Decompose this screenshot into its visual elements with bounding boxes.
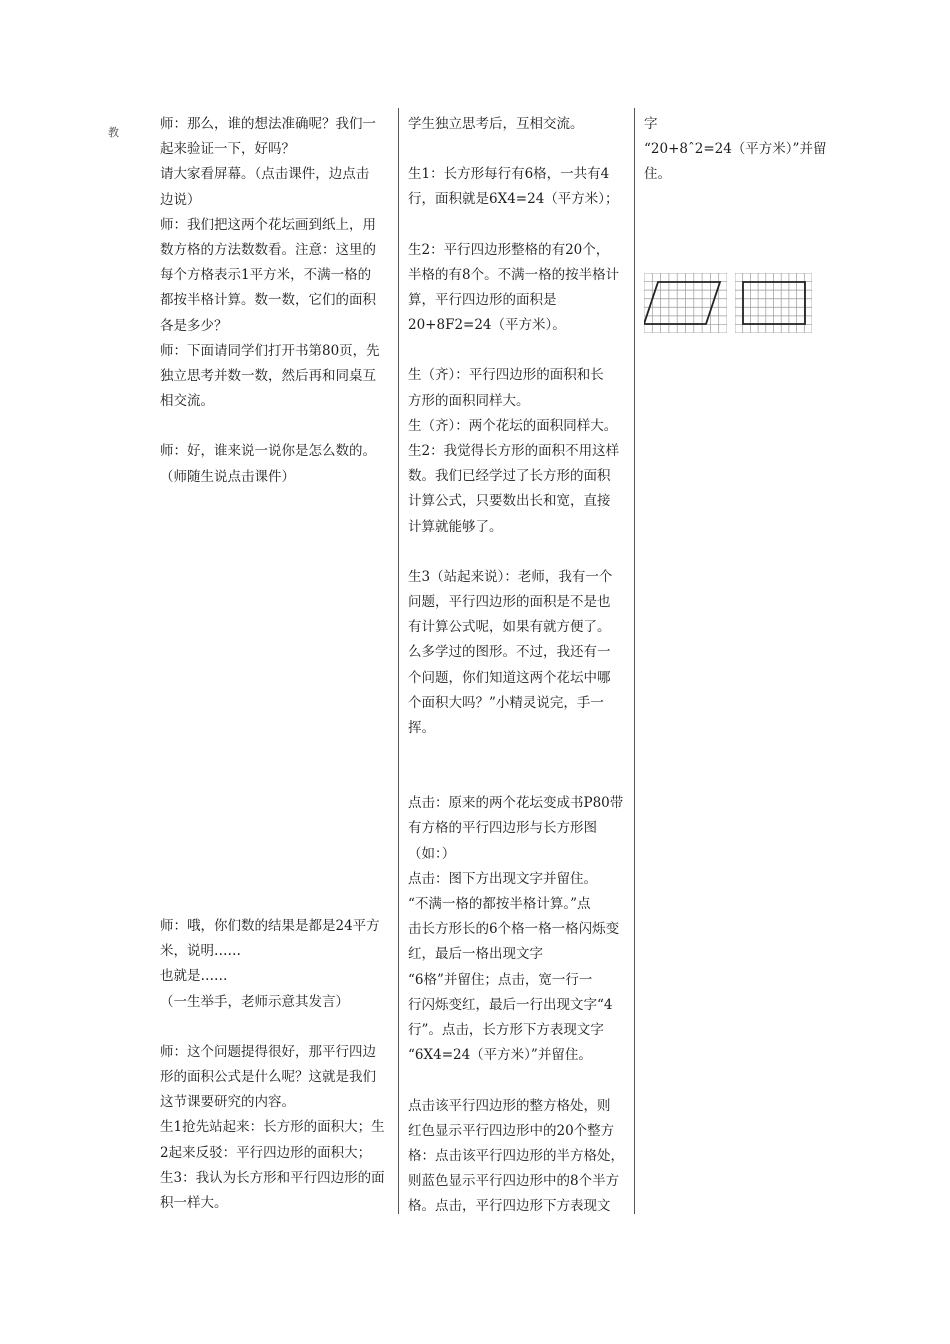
text-line: 点击：原来的两个花坛变成书P80带 [408, 795, 624, 812]
text-line: 行闪烁变红，最后一行出现文字“4 [408, 996, 613, 1013]
text-line: 半格的有8个。不满一格的按半格计 [408, 266, 620, 283]
text-line [408, 741, 630, 766]
column-divider [398, 108, 399, 1214]
courseware-column [644, 112, 854, 188]
text-line: 米，说明…… [160, 943, 241, 960]
text-line: 学生独立思考后，互相交流。 [408, 116, 584, 132]
text-line: 师：那么，谁的想法准确呢？我们一 [160, 116, 376, 132]
text-line: 每个方格表示1平方米，不满一格的 [160, 267, 372, 284]
margin-mark: 教 [108, 126, 119, 139]
text-line: 生（齐）：平行四边形的面积和长 [408, 367, 604, 384]
text-line: 师：下面请同学们打开书第80页，先 [160, 342, 380, 359]
text-line: 师：好，谁来说一说你是怎么数的。 [160, 443, 376, 460]
column-divider [634, 108, 635, 1214]
text-line: 也就是…… [160, 968, 228, 985]
text-line: 字 [644, 116, 658, 132]
text-line: 计算就能够了。 [408, 518, 503, 535]
shape-outline [644, 282, 720, 324]
text-line: 生3（站起来说）：老师，我有一个 [408, 568, 613, 585]
text-line: 生3：我认为长方形和平行四边形的面 [160, 1169, 385, 1186]
text-line: 么多学过的图形。不过，我还有一 [408, 644, 611, 661]
text-line: 格。点击，平行四边形下方表现文 [408, 1198, 611, 1215]
text-line: 各是多少？ [160, 317, 228, 334]
text-line: 格：点击该平行四边形的半方格处， [408, 1147, 624, 1164]
text-line: 挥。 [408, 720, 435, 737]
text-line: （师随生说点击课件） [160, 468, 295, 485]
text-line: 算，平行四边形的面积是 [408, 292, 557, 309]
text-line: 问题，平行四边形的面积是不是也 [408, 594, 611, 611]
text-line: 师：这个问题提得很好，那平行四边 [160, 1043, 376, 1060]
text-line: 生（齐）：两个花坛的面积同样大。 [408, 417, 618, 434]
parallelogram-grid-figure [644, 273, 727, 333]
text-line [160, 414, 392, 439]
text-line: 行”。点击，长方形下方表现文字 [408, 1022, 604, 1039]
text-line: 计算公式，只要数出长和宽，直接 [408, 493, 611, 510]
text-line: 起来验证一下，好吗？ [160, 141, 295, 158]
text-line: 数方格的方法数数看。注意：这里的 [160, 242, 376, 259]
text-line: 这节课要研究的内容。 [160, 1094, 295, 1111]
text-line: 请大家看屏幕。（点击课件，边点击 [160, 166, 370, 183]
text-line: 个面积大吗？”小精灵说完，手一 [408, 694, 604, 711]
text-line: “6X4=24（平方米）”并留住。 [408, 1047, 592, 1064]
text-line: 则蓝色显示平行四边形中的8个半方 [408, 1173, 620, 1190]
text-line: 生1：长方形每行有6格，一共有4 [408, 166, 610, 183]
text-line [408, 137, 630, 162]
text-line: “不满一格的都按半格计算。”点 [408, 896, 591, 913]
text-line: 生2：平行四边形整格的有20个， [408, 241, 610, 258]
text-line: 师：我们把这两个花坛画到纸上，用 [160, 216, 376, 233]
text-line: 有计算公式呢，如果有就方便了。 [408, 619, 611, 636]
text-line: 击长方形长的6个格一格一格闪烁变 [408, 921, 620, 938]
text-line: 行，面积就是6X4=24（平方米）； [408, 191, 619, 208]
text-line: 20+8F2=24（平方米）。 [408, 317, 566, 334]
text-line: 相交流。 [160, 393, 214, 410]
text-line: 都按半格计算。数一数，它们的面积 [160, 292, 376, 309]
text-line: 独立思考并数一数，然后再和同桌互 [160, 368, 376, 385]
text-line: 生1抢先站起来：长方形的面积大；生 [160, 1119, 385, 1136]
text-line: 住。 [644, 166, 671, 183]
student-column [408, 112, 630, 1220]
text-line: “6格”并留住；点击，宽一行一 [408, 971, 593, 988]
text-line: 2起来反驳：平行四边形的面积大； [160, 1144, 372, 1161]
text-line [408, 338, 630, 363]
text-line: 有方格的平行四边形与长方形图 [408, 820, 597, 837]
text-line: 边说） [160, 191, 201, 208]
text-line: 数。我们已经学过了长方形的面积 [408, 468, 611, 485]
text-line [408, 1069, 630, 1094]
text-line: 点击：图下方出现文字并留住。 [408, 870, 597, 887]
shape-outline [743, 282, 805, 324]
text-line [408, 766, 630, 791]
text-line: （一生举手，老师示意其发言） [160, 993, 349, 1010]
text-line [408, 213, 630, 238]
teacher-column [160, 112, 392, 490]
rectangle-grid-figure [735, 273, 812, 333]
text-line: （如：） [408, 845, 456, 862]
text-line: 红色显示平行四边形中的20个整方 [408, 1122, 615, 1139]
text-line: 积一样大。 [160, 1195, 228, 1212]
text-line: 点击该平行四边形的整方格处，则 [408, 1097, 611, 1114]
text-line [408, 540, 630, 565]
teacher-column-bottom [160, 914, 392, 1216]
text-line: 形的面积公式是什么呢？这就是我们 [160, 1069, 376, 1086]
text-line: 个问题，你们知道这两个花坛中哪 [408, 669, 611, 686]
text-line: 红，最后一格出现文字 [408, 946, 543, 963]
text-line: 生2：我觉得长方形的面积不用这样 [408, 443, 620, 460]
text-line: “20+8ˆ2=24（平方米）”并留 [644, 141, 827, 158]
text-line: 方形的面积同样大。 [408, 392, 530, 409]
text-line [160, 1015, 392, 1040]
text-line: 师：哦，你们数的结果是都是24平方 [160, 918, 380, 934]
